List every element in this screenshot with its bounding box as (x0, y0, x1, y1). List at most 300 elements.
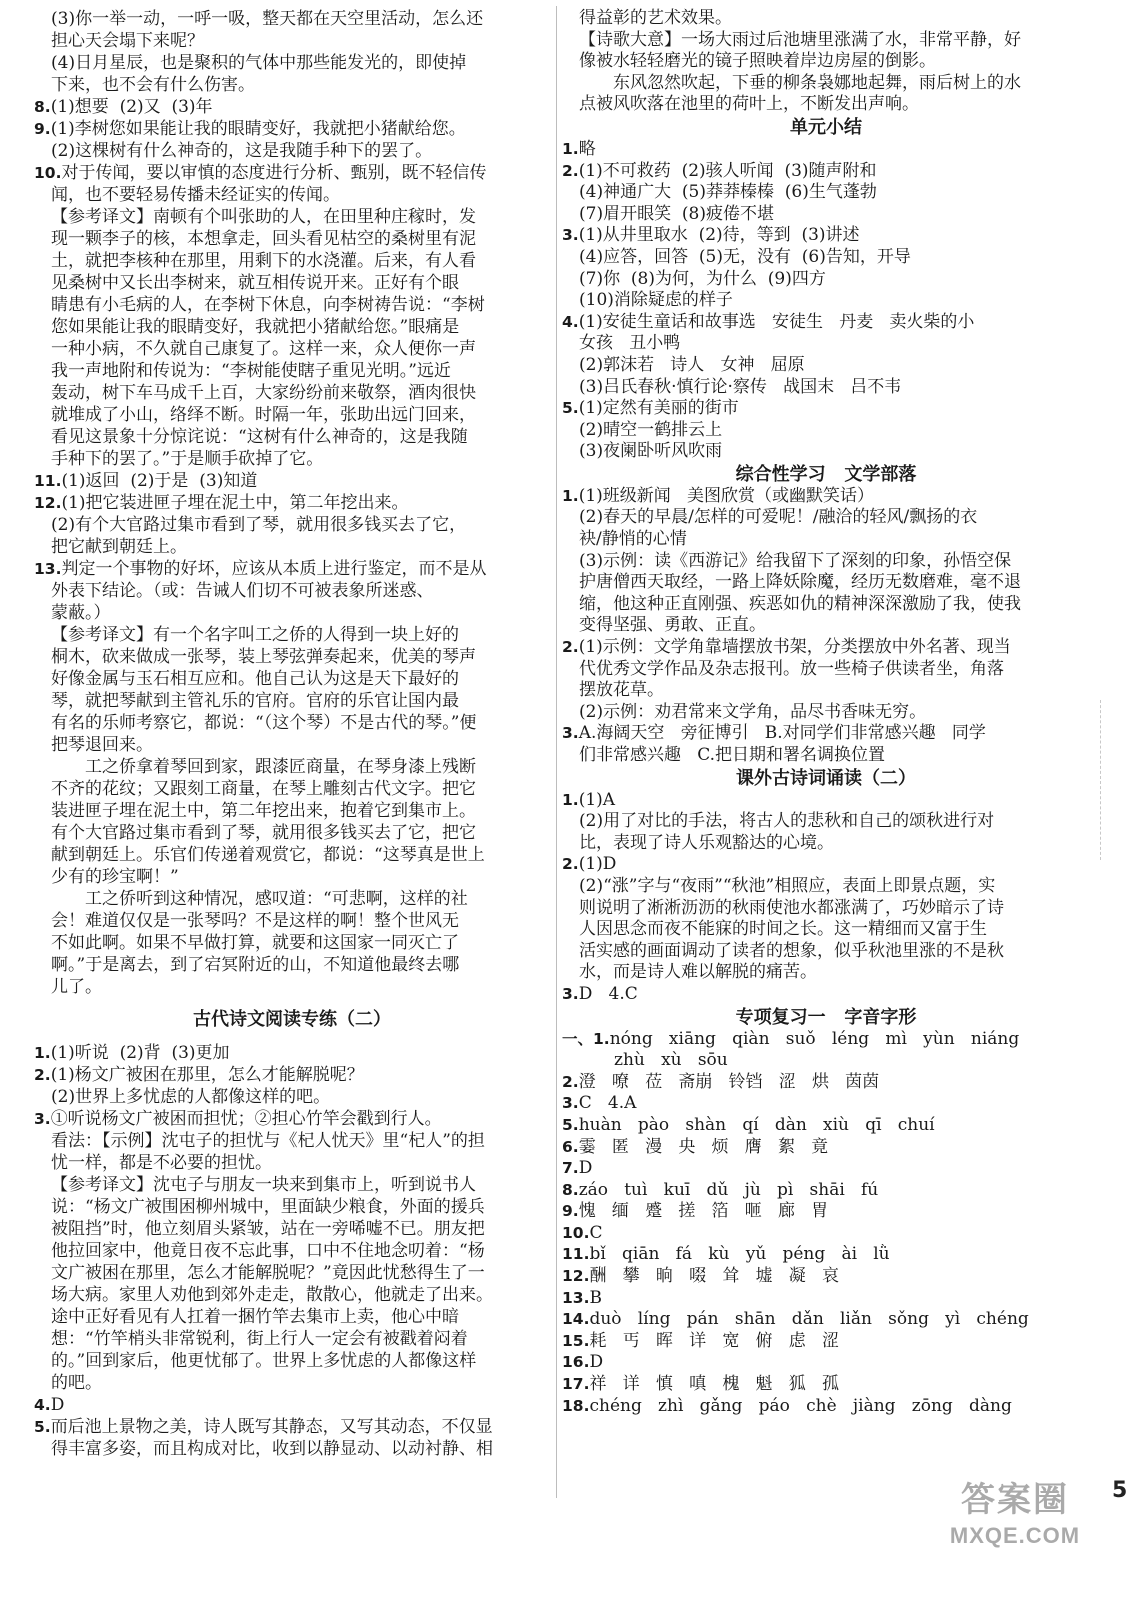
line-text: (4)神通广大 (5)莽莽榛榛 (6)生气蓬勃 (579, 182, 877, 203)
text-line (34, 734, 550, 756)
line-text: (3)你一举一动，一呼一吸，整天都在天空里活动，怎么还 (51, 9, 484, 29)
text-line (562, 182, 1090, 204)
text-line (34, 8, 550, 30)
line-text: 说：“杨文广被围困柳州城中，里面缺少粮食，外面的援兵 (51, 1197, 485, 1217)
text-line (562, 377, 1090, 399)
text-line (562, 420, 1090, 442)
line-text: záo tuì kuī dǔ jù pì shāi fú (578, 1179, 879, 1200)
line-text: 好像金属与玉石相互应和。他自己认为这是天下最好的 (51, 669, 459, 689)
item-number: 12. (562, 1267, 590, 1286)
line-text: (1)李树您如果能让我的眼睛变好，我就把小猪献给您。 (50, 119, 466, 139)
line-text: 【参考译文】南顿有个叫张助的人，在田里种庄稼时，发 (51, 207, 476, 227)
numbered-line (34, 1416, 550, 1438)
line-text: 儿了。 (51, 977, 102, 997)
line-text: 忧一样，都是不必要的担忧。 (51, 1153, 272, 1173)
line-text: 被阻挡”时，他立刻眉头紧皱，站在一旁唏嘘不已。朋友把 (51, 1219, 485, 1239)
text-line (562, 204, 1090, 226)
line-text: (1)定然有美丽的街市 (578, 398, 739, 419)
text-line (34, 514, 550, 536)
text-line (562, 659, 1090, 681)
text-line (34, 1438, 550, 1460)
line-text: 有个大官路过集市看到了琴，就用很多钱买去了它，把它 (51, 823, 476, 843)
text-line (34, 756, 550, 778)
text-line (34, 382, 550, 404)
text-line (34, 250, 550, 272)
text-line (34, 1262, 550, 1284)
text-line (562, 702, 1090, 724)
numbered-line (562, 1374, 1090, 1396)
line-text: (7)眉开眼笑 (8)疲倦不堪 (579, 203, 774, 224)
line-text: D (589, 1352, 604, 1373)
line-text: 像被水轻轻磨光的镜子照映着岸边房屋的倒影。 (579, 51, 936, 72)
text-line (34, 206, 550, 228)
line-text: 啊。”于是离去，到了宕冥附近的山，不知道他最终去哪 (51, 955, 460, 975)
item-number: 3. (562, 226, 579, 245)
line-text: 人因思念而夜不能寐的时间之长。这一精细而又富于生 (579, 919, 987, 940)
line-text: 而后池上景物之美，诗人既写其静态，又写其动态，不仅显 (50, 1417, 493, 1437)
line-text: 【参考译文】有一个名字叫工之侨的人得到一块上好的 (51, 625, 459, 645)
text-line (34, 778, 550, 800)
numbered-line (562, 1201, 1090, 1223)
line-text: 工之侨拿着琴回到家，跟漆匠商量，在琴身漆上残断 (85, 757, 476, 777)
line-text: 您如果能让我的眼睛变好，我就把小猪献给您。”眼痛是 (51, 317, 460, 337)
numbered-line (562, 1029, 1090, 1051)
watermark-site: MXQE.COM (949, 1523, 1081, 1548)
line-text: 得丰富多姿，而且构成对比，收到以静显动、以动衬静、相 (51, 1439, 493, 1459)
text-line (34, 1372, 550, 1394)
line-text: (1)从井里取水 (2)待，等到 (3)讲述 (578, 225, 860, 246)
text-line (34, 404, 550, 426)
item-number: 13. (34, 560, 62, 578)
left-column (34, 8, 550, 1460)
numbered-line (562, 1309, 1090, 1331)
text-line (34, 1306, 550, 1328)
text-line (562, 919, 1090, 941)
text-line (34, 1086, 550, 1108)
line-text: 有名的乐师考察它，都说：“（这个琴）不是古代的琴。”便 (51, 713, 477, 733)
numbered-line (34, 1108, 550, 1130)
text-line (562, 594, 1090, 616)
text-line (562, 876, 1090, 898)
line-text: (4)日月星辰，也是聚积的气体中那些能发光的，即使掉 (51, 53, 467, 73)
section-heading: 专项复习一 字音字形 (735, 1006, 917, 1028)
line-text: 手种下的罢了。”于是顺手砍掉了它。 (51, 449, 324, 469)
text-line (562, 441, 1090, 463)
column-divider (556, 6, 557, 1498)
text-line (34, 888, 550, 910)
line-text: (7)你 (8)为何，为什么 (9)四方 (579, 268, 826, 289)
line-text: 琴，就把琴献到主管礼乐的官府。官府的乐官让国内最 (51, 691, 459, 711)
item-number: 5. (34, 1418, 51, 1436)
text-line (34, 426, 550, 448)
item-number: 3. (562, 1094, 579, 1113)
item-number: 1. (34, 1044, 51, 1062)
text-line (34, 294, 550, 316)
line-text: B (589, 1287, 602, 1308)
item-number: 11. (34, 472, 62, 490)
line-text: (2)示例：劝君常来文学角，品尽书香味无穷。 (579, 701, 927, 722)
numbered-line (562, 854, 1090, 876)
text-line (562, 333, 1090, 355)
numbered-line (562, 1396, 1090, 1418)
text-line (562, 1050, 1090, 1072)
line-text: 略 (578, 138, 596, 159)
line-text: 祥 详 慎 嗔 槐 魁 狐 孤 (589, 1374, 839, 1395)
numbered-line (562, 1266, 1090, 1288)
numbered-line (562, 984, 1090, 1006)
line-text: huàn pào shàn qí dàn xiù qī chuí (578, 1114, 935, 1135)
line-text: 女孩 丑小鸭 (579, 333, 681, 354)
item-number: 1. (562, 139, 579, 158)
item-number: 17. (562, 1375, 590, 1394)
item-number: 5. (562, 1115, 579, 1134)
numbered-line (562, 1072, 1090, 1094)
line-text: (1)想要 (2)又 (3)年 (50, 97, 213, 117)
line-text: 愧 缅 蹙 搓 箔 咂 廊 胃 (578, 1201, 829, 1222)
line-text: 变得坚强、勇敢、正直。 (579, 615, 766, 636)
page-edge-mark (1100, 700, 1101, 860)
line-text: (2)这棵树有什么神奇的，这是我随手种下的罢了。 (51, 141, 433, 161)
line-text: D (50, 1395, 65, 1415)
text-line (34, 624, 550, 646)
line-text: 霎 匿 漫 央 烦 膺 絮 竟 (578, 1136, 829, 1157)
line-text: (2)有个大官路过集市看到了琴，就用很多钱买去了它， (51, 515, 467, 535)
item-number: 14. (562, 1310, 590, 1329)
text-line (34, 646, 550, 668)
text-line (34, 1218, 550, 1240)
line-text: 判定一个事物的好坏，应该从本质上进行鉴定，而不是从 (61, 559, 487, 579)
numbered-line (562, 1223, 1090, 1245)
text-line (562, 8, 1090, 30)
text-line (34, 1196, 550, 1218)
line-text: 得益彰的艺术效果。 (579, 8, 732, 28)
line-text: (2)世界上多忧虑的人都像这样的吧。 (51, 1087, 331, 1107)
text-line (34, 1284, 550, 1306)
line-text: A.海阔天空 旁征博引 B.对同学们非常感兴趣 同学 (578, 723, 986, 744)
line-text: 缩，他这种正直刚强、疾恶如仇的精神深深激励了我，使我 (579, 593, 1021, 614)
line-text: 摆放花草。 (579, 680, 664, 701)
text-line (34, 910, 550, 932)
item-number: 一、1. (562, 1029, 610, 1048)
line-text: (2)用了对比的手法，将古人的悲秋和自己的颂秋进行对 (579, 811, 995, 832)
line-text: (1)听说 (2)背 (3)更加 (50, 1043, 230, 1063)
line-text: 的。”回到家后，他更忧郁了。世界上多忧虑的人都像这样 (51, 1351, 477, 1371)
text-line (34, 52, 550, 74)
numbered-line (562, 312, 1090, 334)
line-text: duò líng pán shān dǎn liǎn sǒng yì chéng (589, 1309, 1029, 1330)
line-text: 澄 嘹 莅 斋崩 铃铛 涩 烘 茵茵 (578, 1071, 880, 1092)
text-line (562, 680, 1090, 702)
line-text: 我一声地附和传说为：“李树能使瞎子重见光明。”远近 (51, 361, 451, 381)
item-number: 9. (34, 120, 51, 138)
line-text: nóng xiāng qiàn suǒ léng mì yùn niáng (609, 1028, 1020, 1049)
numbered-line (562, 225, 1090, 247)
line-text: bǐ qiān fá kù yǔ péng ài lǜ (589, 1244, 890, 1265)
line-text: 担心天会塌下来呢？ (51, 31, 204, 51)
numbered-line (562, 1115, 1090, 1137)
line-text: 场大病。家里人劝他到郊外走走，散散心，他就走了出来。 (51, 1285, 493, 1305)
section-heading: 综合性学习 文学部落 (735, 463, 917, 485)
line-text: (3)示例：读《西游记》给我留下了深刻的印象，孙悟空保 (579, 550, 1012, 571)
item-number: 8. (34, 98, 51, 116)
text-line (562, 30, 1090, 52)
text-line (34, 602, 550, 624)
line-text: 下来，也不会有什么伤害。 (51, 75, 255, 95)
page-number: 5 (1112, 1478, 1128, 1503)
numbered-line (562, 1158, 1090, 1180)
text-line (34, 140, 550, 162)
line-text: ①听说杨文广被困而担忧；②担心竹竿会戳到行人。 (50, 1109, 442, 1129)
line-text: 外表下结论。（或：告诫人们切不可被表象所迷惑、 (51, 581, 434, 601)
item-number: 12. (34, 494, 62, 512)
numbered-line (34, 558, 550, 580)
line-text: 代优秀文学作品及杂志报刊。放一些椅子供读者坐，角落 (579, 658, 1004, 679)
line-text: 轰动，树下车马成千上百，大家纷纷前来敬祭，酒肉很快 (51, 383, 476, 403)
item-number: 2. (562, 638, 579, 657)
line-text: (10)消除疑虑的样子 (579, 290, 733, 311)
line-text: (1)不可救药 (2)骇人听闻 (3)随声附和 (578, 160, 877, 181)
line-text: (1)安徒生童话和故事选 安徒生 丹麦 卖火柴的小 (578, 311, 975, 332)
line-text: 看见这景象十分惊诧说：“这树有什么神奇的，这是我随 (51, 427, 468, 447)
numbered-line (562, 1244, 1090, 1266)
line-text: (4)应答，回答 (5)无，没有 (6)告知，开导 (579, 246, 911, 267)
item-number: 18. (562, 1396, 590, 1415)
text-line (562, 51, 1090, 73)
numbered-line (34, 1042, 550, 1064)
line-text: (1)杨文广被困在那里，怎么才能解脱呢？ (50, 1065, 364, 1085)
item-number: 15. (562, 1331, 590, 1350)
text-line (34, 932, 550, 954)
item-number: 7. (562, 1159, 579, 1178)
text-line (562, 290, 1090, 312)
item-number: 13. (562, 1288, 590, 1307)
watermark-logo: 答案圈 (961, 1480, 1069, 1520)
line-text: 文广被困在那里，怎么才能解脱呢？”竟因此忧愁得生了一 (51, 1263, 485, 1283)
text-line (34, 272, 550, 294)
line-text: (2)晴空一鹤排云上 (579, 419, 723, 440)
text-line (562, 898, 1090, 920)
line-text: 他拉回家中，他竟日夜不忘此事，口中不住地念叨着：“杨 (51, 1241, 485, 1261)
item-number: 9. (562, 1202, 579, 1221)
text-line (562, 507, 1090, 529)
item-number: 3. (34, 1110, 51, 1128)
line-text: zhù xù sōu (614, 1050, 728, 1071)
item-number: 11. (562, 1245, 590, 1264)
numbered-line (34, 96, 550, 118)
line-text: (2)“涨”字与“夜雨”“秋池”相照应，表面上即景点题，实 (579, 875, 996, 896)
item-number: 2. (34, 1066, 51, 1084)
line-text: 蒙蔽。） (51, 603, 111, 623)
line-text: 少有的珍宝啊！” (51, 867, 179, 887)
numbered-line (562, 723, 1090, 745)
text-line (562, 529, 1090, 551)
line-text: 桐木，砍来做成一张琴，装上琴弦弹奏起来，优美的琴声 (51, 647, 476, 667)
line-text: 不齐的花纹；又跟刻工商量，在琴上雕刻古代文字。把它 (51, 779, 476, 799)
numbered-line (562, 1331, 1090, 1353)
text-line (34, 712, 550, 734)
line-text: (3)吕氏春秋·慎行论·察传 战国末 吕不韦 (579, 376, 902, 397)
numbered-line (562, 1137, 1090, 1159)
item-number: 1. (562, 486, 579, 505)
numbered-line (562, 637, 1090, 659)
numbered-line (562, 139, 1090, 161)
item-number: 10. (562, 1223, 590, 1242)
numbered-line (562, 486, 1090, 508)
line-text: 【参考译文】沈屯子与朋友一块来到集市上，听到说书人 (51, 1175, 476, 1195)
text-line (34, 1240, 550, 1262)
text-line (34, 976, 550, 998)
line-text: 就堆成了小山，络绎不断。时隔一年，张助出远门回来， (51, 405, 476, 425)
line-text: 看法：【示例】沈屯子的担忧与《杞人忧天》里“杞人”的担 (51, 1131, 485, 1151)
text-line (34, 866, 550, 888)
text-line (34, 360, 550, 382)
item-number: 4. (34, 1396, 51, 1414)
text-line (34, 800, 550, 822)
line-text: 比，表现了诗人乐观豁达的心境。 (579, 832, 834, 853)
line-text: 献到朝廷上。乐官们传递着观赏它，都说：“这琴真是世上 (51, 845, 485, 865)
line-text: 耗 丐 晖 详 宽 俯 虑 涩 (589, 1330, 839, 1351)
text-line (34, 690, 550, 712)
line-text: 袂/静悄的心情 (579, 529, 687, 550)
line-text: 酬 攀 晌 啜 耸 墟 凝 哀 (589, 1266, 839, 1287)
line-text: (1)示例：文学角靠墙摆放书架，分类摆放中外名著、现当 (578, 637, 1011, 658)
line-text: C (589, 1222, 603, 1243)
line-text: 把琴退回来。 (51, 735, 153, 755)
line-text: 睛患有小毛病的人，在李树下休息，向李树祷告说：“李树 (51, 295, 485, 315)
line-text: 东风忽然吹起，下垂的柳条袅娜地起舞，雨后树上的水 (613, 72, 1021, 93)
numbered-line (34, 492, 550, 514)
line-text: 装进匣子埋在泥土中，第二年挖出来，抱着它到集市上。 (51, 801, 476, 821)
text-line (34, 1350, 550, 1372)
text-line (34, 536, 550, 558)
line-text: 点被风吹落在池里的荷叶上，不断发出声响。 (579, 94, 919, 115)
text-line (562, 73, 1090, 95)
line-text: chéng zhì gǎng páo chè jiàng zōng dàng (589, 1395, 1012, 1416)
text-line (34, 1130, 550, 1152)
line-text: 们非常感兴趣 C.把日期和署名调换位置 (579, 745, 886, 765)
line-text: 的吧。 (51, 1373, 102, 1393)
text-line (34, 1152, 550, 1174)
line-text: 对于传闻，要以审慎的态度进行分析、甄别，既不轻信传 (61, 163, 487, 183)
numbered-line (34, 1394, 550, 1416)
text-line (562, 94, 1090, 116)
text-line (562, 962, 1090, 984)
text-line (34, 228, 550, 250)
numbered-line (562, 398, 1090, 420)
section-heading: 单元小结 (790, 116, 862, 138)
line-text: (2)春天的早晨/怎样的可爱呢！/融洽的轻风/飘扬的衣 (579, 507, 978, 528)
text-line (562, 247, 1090, 269)
item-number: 8. (562, 1180, 579, 1199)
item-number: 3. (562, 724, 579, 743)
numbered-line (562, 161, 1090, 183)
text-line (34, 184, 550, 206)
numbered-line (562, 1093, 1090, 1115)
item-number: 2. (562, 161, 579, 180)
text-line (34, 448, 550, 470)
text-line (34, 1328, 550, 1350)
line-text: 不如此啊。如果不早做打算，就要和这国家一同灭亡了 (51, 933, 459, 953)
numbered-line (562, 1352, 1090, 1374)
line-text: 活实感的画面调动了读者的想象，似乎秋池里涨的不是秋 (579, 940, 1004, 961)
text-line (34, 668, 550, 690)
line-text: 现一颗李子的核，本想拿走，回头看见枯空的桑树里有泥 (51, 229, 476, 249)
line-text: (1)班级新闻 美图欣赏（或幽默笑话） (578, 485, 874, 506)
numbered-line (562, 1288, 1090, 1310)
line-text: (1)把它装进匣子埋在泥土中，第二年挖出来。 (61, 493, 409, 513)
text-line (34, 1174, 550, 1196)
text-line (34, 30, 550, 52)
line-text: (3)夜阑卧听风吹雨 (579, 441, 723, 462)
numbered-line (34, 162, 550, 184)
line-text: (2)郭沫若 诗人 女神 屈原 (579, 354, 805, 375)
text-line (562, 615, 1090, 637)
text-line (34, 338, 550, 360)
item-number: 5. (562, 399, 579, 418)
right-column (562, 8, 1090, 1417)
line-text: 会！难道仅仅是一张琴吗？不是这样的啊！整个世风无 (51, 911, 459, 931)
item-number: 10. (34, 164, 62, 182)
numbered-line (34, 1064, 550, 1086)
item-number: 2. (562, 1072, 579, 1091)
line-text: C 4.A (578, 1093, 637, 1114)
numbered-line (562, 790, 1090, 812)
item-number: 1. (562, 790, 579, 809)
text-line (562, 811, 1090, 833)
line-text: D 4.C (578, 983, 638, 1004)
text-line (34, 580, 550, 602)
line-text: (1)D (578, 854, 617, 875)
line-text: 途中正好看见有人扛着一捆竹竿去集市上卖，他心中暗 (51, 1307, 459, 1327)
numbered-line (562, 1180, 1090, 1202)
text-line (562, 572, 1090, 594)
item-number: 16. (562, 1353, 590, 1372)
text-line (34, 822, 550, 844)
numbered-line (34, 470, 550, 492)
text-line (562, 551, 1090, 573)
line-text: 想：“竹竿梢头非常锐利，街上行人一定会有被戳着闷着 (51, 1329, 468, 1349)
line-text: 把它献到朝廷上。 (51, 537, 187, 557)
line-text: (1)A (578, 789, 616, 810)
text-line (562, 833, 1090, 855)
line-text: 闻，也不要轻易传播未经证实的传闻。 (51, 185, 340, 205)
numbered-line (34, 118, 550, 140)
watermark (930, 1472, 1100, 1549)
item-number: 4. (562, 312, 579, 331)
line-text: 一种小病，不久就自己康复了。这样一来，众人便你一声 (51, 339, 476, 359)
text-line (34, 74, 550, 96)
line-text: 【诗歌大意】一场大雨过后池塘里涨满了水，非常平静，好 (579, 29, 1021, 50)
text-line (34, 316, 550, 338)
section-heading: 古代诗文阅读专练（二） (193, 1009, 391, 1030)
line-text: 见桑树中又长出李树来，就互相传说开来。正好有个眼 (51, 273, 459, 293)
line-text: 护唐僧西天取经，一路上降妖除魔，经历无数磨难，毫不退 (579, 572, 1021, 593)
line-text: 工之侨听到这种情况，感叹道：“可悲啊，这样的社 (85, 889, 468, 909)
text-line (34, 954, 550, 976)
text-line (562, 941, 1090, 963)
text-line (562, 269, 1090, 291)
item-number: 6. (562, 1137, 579, 1156)
item-number: 3. (562, 984, 579, 1003)
line-text: D (578, 1158, 593, 1179)
text-line (562, 745, 1090, 767)
line-text: (1)返回 (2)于是 (3)知道 (61, 471, 258, 491)
section-heading: 课外古诗词诵读（二） (736, 767, 916, 789)
line-text: 水，而是诗人难以解脱的痛苦。 (579, 962, 817, 983)
line-text: 土，就把李核种在那里，用剩下的水浇灌。后来，有人看 (51, 251, 476, 271)
text-line (562, 355, 1090, 377)
text-line (34, 844, 550, 866)
